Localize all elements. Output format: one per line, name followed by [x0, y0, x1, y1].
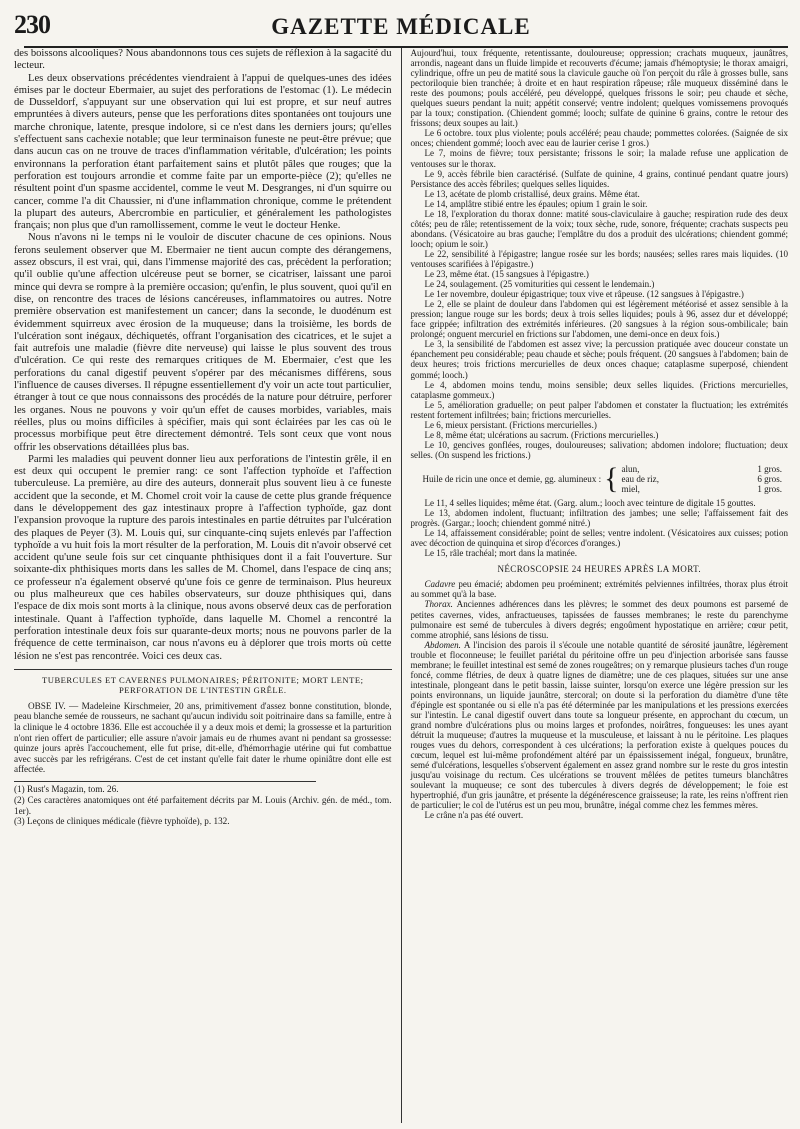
entry: Le 15, râle trachéal; mort dans la matinée.	[424, 548, 577, 559]
prescription-item: alun,	[621, 463, 640, 474]
entry: Le 13, abdomen indolent, fluctuant; infiltration des jambes; une selle; l'affaissement fait des progrès. (Gargar.; looch; chiendent gommé nitré.)	[410, 508, 788, 529]
entry: Le 24, soulagement. (25 vomiturities qui cessent le lendemain.)	[424, 279, 655, 290]
right-column	[402, 48, 789, 1123]
paragraph: Parmi les maladies qui peuvent donner lieu aux perforations de l'intestin grêle, il en est deux qui occupent le premier rang: ce sont l'affection typhoïde et l'affection tuberculeuse. La première, au dire des auteurs, donnerait plus souvent lieu à ce funeste accident que la seconde, et M. Chomel croit voir la cause de cette plus grande fréquence dans le développement des gaz intestinaux propre à l'affection typhoïde, gaz dont l'expansion provoque la rupture des parois intestinales en partie détruites par l'ulcération des plaques de Peyer (3). M. Louis qui, sur cinquante-cinq sujets enlevés par l'affection typhoïde a vu huit fois la mort résulter de la perforation, M. Louis dit n'avoir observé cet accident qu'une seule fois sur cet cinquante phthisiques dont il a fait l'ouverture. Sur soixante-dix phthisiques morts dans les salles de M. Chomel, dans l'espace de cinq ans; ce professeur n'a également observé qu'une fois ce genre de terminaison. Plus heureux ou plus malheureux que ces habiles observateurs, sur douze phthisiques qui, dans l'espace de dix mois sont morts à la clinique, nous avons observé deux cas de perforation intestinale. Quant à l'affection typhoïde, dans laquelle M. Chomel a rencontré la perforation intestinale deux fois sur quarante-deux morts; nous ne pouvons parler de la fréquence de cette terminaison, car nous n'avons eu à déplorer que trois morts où cette lésion ne s'est pas rencontrée. Voici ces deux cas.	[14, 453, 392, 662]
prescription-dose: 1 gros.	[757, 484, 782, 495]
necropsy-text: Le crâne n'a pas été ouvert.	[424, 810, 524, 821]
necropsy-heading: NÉCROSCOPSIE 24 HEURES APRÈS LA MORT.	[497, 564, 702, 575]
prescription-dose: 1 gros.	[757, 463, 782, 474]
prescription-dose: 6 gros.	[757, 473, 782, 484]
necropsy-paragraph	[411, 810, 789, 820]
footnote: (1) Rust's Magazin, tom. 26.	[14, 784, 119, 794]
entry: Le 4, abdomen moins tendu, moins sensible; deux selles liquides. (Frictions mercurielles, cataplasme gommeux.)	[410, 379, 788, 400]
paragraph: Nous n'avons ni le temps ni le vouloir de discuter chacune de ces opinions. Nous ferons seulement observer que M. Ebermaier ne tient aucun compte des dérangemens, assez obscurs, il est vrai, qui, dans l'immense majorité des cas, précèdent la perforation; qu'il oublie qu'une affection ulcéreuse peut se borner, se cicatriser, laissant une paroi mince qui devra se rompre à la première occasion; qu'enfin, le plus souvent, quoi qu'il en dise, on rencontre des traces de lésions cancéreuses, inflammatoires ou autres. Notre première observation est manifestement un cancer; dans la seconde, le duodénum est évidemment squirreux avec érosion de la muqueuse; dans la troisième, les bords de l'ulcération sont inégaux, déchiquetés, offrant l'organisation des cicatrices, et le sujet a fait autrefois une maladie (fièvre dite nerveuse) qui laisse le plus souvent des trous d'ulcération. Ce qui reste des remarques critiques de M. Ebermaier, c'est que les perforations du canal digestif peuvent s'opérer par des mécanismes différens, sous l'influence de causes diverses. Il répugne essentiellement d'y voir un acte tout particulier, étranger à tout ce que nous connaissons des procédés de la nature pour détruire, perforer les organes. Nous ne pouvons y voir qu'un effet de causes morbides, variables, mais réelles, plus ou moins difficiles à spécifier, mais qui sont éclairées par les cas où le processus morbifique peut être directement démontré. Tels sont ceux que vont nous offrir les observations détaillées plus bas.	[14, 232, 392, 453]
entry: Le 3, la sensibilité de l'abdomen est assez vive; la percussion pratiquée avec douceur constate un épanchement peu considérable; peau chaude et sèche; pouls fréquent. (20 sangsues à l'abdomen; bain de deux heures; trois frictions mercurielles de deux onces chaque; cataplasme superposé, chiendent gommé; looch.)	[410, 339, 788, 380]
prescription-item: miel,	[621, 484, 640, 495]
entry: Le 8, même état; ulcérations au sacrum. (Frictions mercurielles.)	[424, 429, 659, 440]
footnote: (3) Leçons de cliniques médicale (fièvre typhoïde), p. 132.	[14, 816, 230, 827]
prescription-item: eau de riz,	[621, 473, 659, 484]
prescription-items	[622, 464, 788, 494]
section-title: TUBERCULES ET CAVERNES PULMONAIRES; PÉRITONITE; MORT LENTE; PERFORATION DE L'INTESTIN GRÊLE.	[41, 674, 364, 696]
entry: Le 7, moins de fièvre; toux persistante; frissons le soir; la malade refuse une application de ventouses sur le thorax.	[410, 148, 788, 169]
paragraph: Aujourd'hui, toux fréquente, retentissante, douloureuse; oppression; crachats muqueux, jaunâtres, arrondis, nageant dans un fluide limpide et recouverts d'écume; jamais d'hémoptysie; le thorax amaigri, cylindrique, offre un peu de matité sous la clavicule gauche où l'on perçoit du râle à grosses bulle, sans pectoriloquie bien tranchée; à droite et en haut respiration râpeuse; râle muqueux disséminé dans le reste des poumons; pouls accéléré, peu développé, quelques frissons le soir; peu chaude et sèche, quelques sueurs pendant la nuit; appétit conservé; ventre indolent; quelques vomissemens provoqués par la toux; constipation. (Chiendent gommé; looch; sulfate de quinine 6 grains, contre le retour des frissons; deux soupes au lait.)	[410, 48, 788, 129]
necropsy-text: A l'incision des parois il s'écoule une notable quantité de sérosité jaunâtre, légèrement trouble et floconneuse; le feuillet pariétal du péritoine offre un peu d'injection arborisée sans fausse membrane; le feuillet intestinal est semé de zones rougeâtres; on y remarque plusieurs taches d'un rouge foncé, comme flétries, de deux à quatre lignes de diamètre; une de ces plaques, situées sur une anse intestinale, plongeant dans le petit bassin, laisse suinter, lorsqu'on exerce une légère pression sur les points environnans, un liquide jaunâtre, stercoral; on doute si la perforation du diamètre d'une tête d'épingle est spontanée ou si elle n'a pas été déterminée par les manipulations et les pressions exercées sur l'intestin. Le canal digestif ouvert dans toute sa longueur présente, en approchant du cœcum, un grand nombre d'ulcérations plus ou moins larges et profondes, noirâtres, fongueuses: les unes ayant détruit la muqueuse; d'autres la muqueuse et la musculeuse, et laissant à nu le péritoine. Les plaques rouges vues du dehors, correspondent à ces ulcérations; la perforation existe à quelques pouces du cœcum, lequel est lui-même profondément altéré par un épaississement inégal, fongueux, brunâtre, semé d'ulcérations, lesquelles s'observent également en assez grand nombre sur le reste du gros intestin jusqu'au voisinage du rectum. Ces ulcérations se trouvent mêlées de petites tumeurs blanchâtres soulevant la muqueuse; ce sont des tubercules à divers degrés de développement; le foie est hypertrophié, d'un gris jaunâtre, et présente la dégénérescence graisseuse; la rate, les reins n'offrent rien de particulier; le col de l'utérus est un peu mou, brunâtre, inégal comme chez les femmes mères.	[410, 639, 788, 811]
paragraph: Les deux observations précédentes viendraient à l'appui de quelques-unes des idées émises par le docteur Ebermaier, au sujet des perforations de l'estomac (1). Le médecin de Dusseldorf, s'appuyant sur une observation qui lui est propre, et sur neuf autres empruntées à divers auteurs, pense que les perforations dites spontanées ont toujours une marche chronique, latente, presque indolore, si ce n'est dans les derniers jours; qu'elles s'effectuent sans cachexie notable; que leur terminaison funeste ne peut-être prévue; que dans aucun cas on ne trouve de traces d'inflammation véritable, d'ulcération; les points environnans la perforation étant parfaitement sains et plutôt pâles que rouges; que la perforation est toujours arrondie et comme faite par un emporte-pièce (2); qu'elles ne résultent point d'un spasme accidentel, comme le veut M. Desgranges, ni d'un squirre ou cancer, comme l'a dit Chaussier, ni d'une inflammation chronique, comme le prétendent la plupart des auteurs, Abercrombie en particulier, et généralement les pathologistes français; non plus que d'un ramollissement, comme le veut le docteur Henke.	[14, 72, 392, 232]
entry: Le 5, amélioration graduelle; on peut palper l'abdomen et constater la fluctuation; les extrémités restent fortement infiltrées; bain; frictions mercurielles.	[410, 399, 788, 420]
necropsy-label: Thorax.	[424, 599, 453, 610]
footnote: (2) Ces caractères anatomiques ont été parfaitement décrits par M. Louis (Archiv. gén. de méd., tom. 1er).	[14, 794, 392, 816]
entry: Le 14, affaissement considérable; point de selles; ventre indolent. (Vésicatoires aux cuisses; potion avec décoction de quinquina et sirop d'écorces d'oranges.)	[410, 528, 788, 549]
page-number: 230	[14, 10, 50, 39]
section-rule	[14, 669, 392, 670]
entry: Le 13, acétate de plomb cristallisé, deux grains. Même état.	[424, 188, 640, 199]
necropsy-label: Cadavre	[424, 579, 456, 590]
observation-paragraph: OBSE IV. — Madeleine Kirschmeier, 20 ans, primitivement d'assez bonne constitution, blonde, peau blanche semée de rousseurs, ne sachant qu'aucun individu soit poitrinaire dans sa famille, entre à la clinique le 4 octobre 1836. Elle est accouchée il y a deux mois et demi; la grossesse et la parturition n'ont rien offert de particulier; elle assure n'avoir jamais eu de rhumes avant ni pendant sa grossesse: quinze jours après l'accouchement, elle fut prise, dit-elle, d'hémorrhagie utérine qui fut combattue avec succès par les refrigérans. C'est de cet instant qu'elle fait dater le rhume opiniâtre dont elle est affectée.	[14, 700, 392, 775]
page-header	[14, 8, 788, 48]
entry: Le 2, elle se plaint de douleur dans l'abdomen qui est légèrement météorisé et assez sensible à la pression; langue rouge sur les bords; deux à trois selles liquides; pouls à 96, assez dur et développé; face grippée; infiltration des extrémités inférieures. (20 sangsues à la région sous-ombilicale; bain prolongé; onguent mercuriel en frictions sur l'abdomen, une demi-once en deux fois.)	[410, 299, 788, 340]
entry: Le 23, même état. (15 sangsues à l'épigastre.)	[424, 269, 589, 280]
brace-glyph: {	[604, 461, 619, 495]
entry: Le 11, 4 selles liquides; même état. (Garg. alum.; looch avec teinture de digitale 15 gouttes.	[424, 498, 756, 509]
prescription	[411, 461, 789, 495]
entry: Le 10, gencives gonflées, rouges, douloureuses; salivation; abdomen indolore; fluctuation; deux selles. (On suspend les frictions.)	[410, 439, 788, 460]
text-columns	[14, 48, 788, 1123]
entry: Le 9, accès fébrile bien caractérisé. (Sulfate de quinine, 4 grains, continué pendant quatre jours) Persistance des accès fébriles; quelques selles liquides.	[410, 168, 788, 189]
necropsy-text: peu émacié; abdomen peu proéminent; extrémités pelviennes infiltrées, thorax plus étroit au sommet qu'à la base.	[410, 579, 788, 600]
entry: Le 6, mieux persistant. (Frictions mercurielles.)	[424, 419, 597, 430]
prescription-lead: Huile de ricin une once et demie, gg. alumineux :	[422, 473, 602, 484]
entry: Le 6 octobre. toux plus violente; pouls accéléré; peau chaude; pommettes colorées. (Saignée de six onces; chiendent gommé; looch avec eau de laurier cerise 1 gros.)	[410, 128, 788, 149]
entry: Le 14, amplâtre stibié entre les épaules; opium 1 grain le soir.	[424, 198, 648, 209]
necropsy-text: Anciennes adhérences dans les plèvres; le sommet des deux poumons est parsemé de petites cavernes, vides, anfractueuses, tapissées de fausses membranes; le reste du parenchyme pulmonaire est semé de tubercules à divers degrés; engoûment hypostatique en arrière; cœur petit, comme atrophié, sans lésions de tissu.	[410, 599, 788, 640]
necropsy-paragraph	[411, 640, 789, 811]
necropsy-label: Abdomen.	[424, 639, 461, 650]
journal-title: GAZETTE MÉDICALE	[271, 14, 531, 39]
entry: Le 1er novembre, douleur épigastrique; toux vive et râpeuse. (12 sangsues à l'épigastre.)	[424, 289, 744, 300]
footnote-rule	[14, 781, 316, 782]
paragraph: des boissons alcooliques? Nous abandonnons tous ces sujets de réflexion à la sagacité du lecteur.	[14, 48, 392, 72]
necropsy-paragraph	[411, 579, 789, 599]
necropsy-paragraph	[411, 599, 789, 639]
entry: Le 22, sensibilité à l'épigastre; langue rosée sur les bords; nausées; selles rares mais liquides. (10 ventouses scarifiées à l'épigastre.)	[410, 248, 788, 269]
left-column	[14, 48, 401, 1123]
entry: Le 18, l'exploration du thorax donne: matité sous-claviculaire à gauche; respiration rude des deux côtés; peu de râle; retentissement de la voix; toux sèche, rude, sonore, fréquente; crachats suspects peu abondans. (Vésicatoire au bras gauche; l'emplâtre du dos a produit des ulcérations; chiendent gommé; looch; opium le soir.)	[410, 208, 788, 249]
